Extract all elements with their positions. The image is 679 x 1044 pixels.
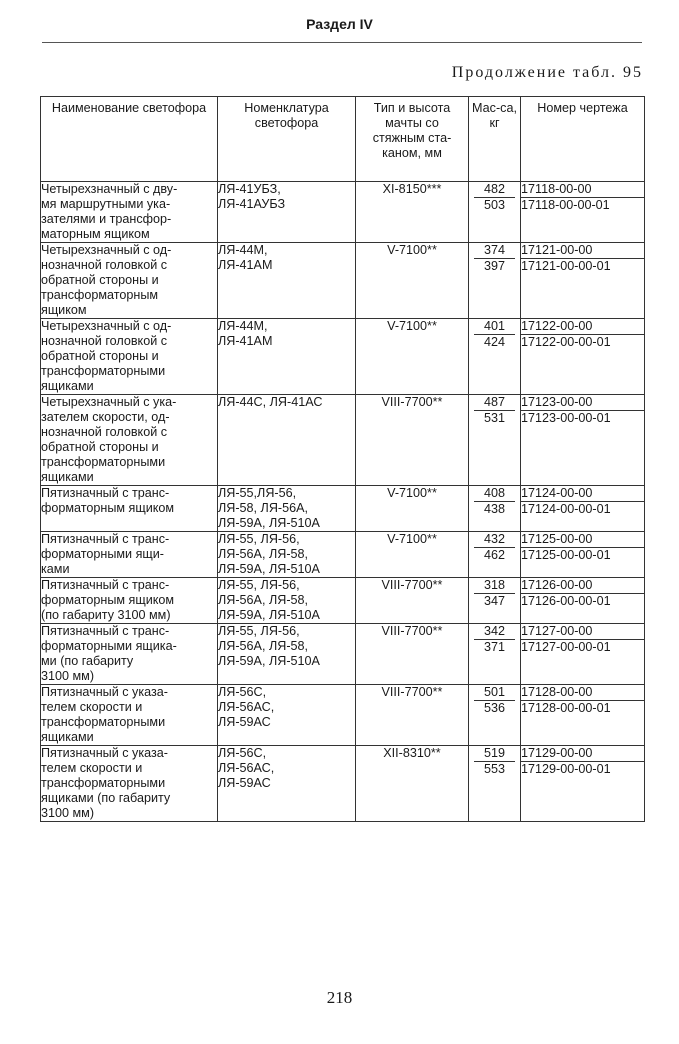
signal-name-line: нозначной головкой с <box>41 425 168 439</box>
drawing-number-bottom: 17118-00-00-01 <box>521 198 610 212</box>
drawing-cell <box>521 624 645 685</box>
signal-name-cell <box>41 685 218 746</box>
nomenclature-line: ЛЯ-58, ЛЯ-56А, <box>218 501 309 515</box>
mast-type-cell: V-7100** <box>356 243 469 319</box>
mast-type-cell: VIII-7700** <box>356 624 469 685</box>
signal-name-line: Четырехзначный с од- <box>41 243 172 257</box>
mass-denominator: 536 <box>483 701 505 715</box>
header-type: Тип и высота мачты со стяжным ста-каном, мм <box>356 97 469 182</box>
signal-name-line: ящиками <box>41 730 94 744</box>
nomenclature-line: ЛЯ-41УБЗ, <box>218 182 281 196</box>
drawing-cell <box>521 486 645 532</box>
drawing-cell <box>521 532 645 578</box>
drawing-number-bottom: 17125-00-00-01 <box>521 548 611 562</box>
mass-cell <box>469 395 521 486</box>
signal-table <box>40 96 645 822</box>
nomenclature-line: ЛЯ-59А, ЛЯ-510А <box>218 608 320 622</box>
header-nomenclature: Номенклатура светофора <box>218 97 356 182</box>
table-body <box>41 182 645 822</box>
signal-name-cell <box>41 486 218 532</box>
nomenclature-cell <box>218 685 356 746</box>
signal-name-cell <box>41 182 218 243</box>
nomenclature-line: ЛЯ-56С, <box>218 685 267 699</box>
signal-name-line: ящиками <box>41 470 94 484</box>
signal-name-line: Пятизначный с транс- <box>41 624 170 638</box>
signal-name-line: ми (по габариту <box>41 654 134 668</box>
mass-cell <box>469 532 521 578</box>
signal-name-cell <box>41 395 218 486</box>
mast-type-cell: VIII-7700** <box>356 685 469 746</box>
nomenclature-line: ЛЯ-55, ЛЯ-56, <box>218 578 300 592</box>
drawing-number-bottom: 17121-00-00-01 <box>521 259 611 273</box>
mass-numerator: 401 <box>474 319 515 335</box>
signal-name-cell <box>41 624 218 685</box>
mass-cell <box>469 578 521 624</box>
table-row <box>41 685 645 746</box>
drawing-cell <box>521 243 645 319</box>
drawing-number-top: 17128-00-00 <box>521 685 644 701</box>
signal-name-line: Четырехзначный с од- <box>41 319 172 333</box>
nomenclature-cell <box>218 395 356 486</box>
mass-denominator: 371 <box>483 640 505 654</box>
nomenclature-cell <box>218 182 356 243</box>
nomenclature-cell <box>218 624 356 685</box>
table-continuation-label: Продолжение табл. 95 <box>451 64 643 81</box>
mass-cell <box>469 243 521 319</box>
mast-type-cell: XII-8310** <box>356 746 469 822</box>
nomenclature-line: ЛЯ-59А, ЛЯ-510А <box>218 516 320 530</box>
signal-name-line: трансформаторными <box>41 455 166 469</box>
mass-numerator: 487 <box>474 395 515 411</box>
nomenclature-line: ЛЯ-59А, ЛЯ-510А <box>218 562 320 576</box>
signal-name-line: нозначной головкой с <box>41 258 168 272</box>
drawing-number-top: 17123-00-00 <box>521 395 644 411</box>
mast-type-cell: V-7100** <box>356 532 469 578</box>
header-rule <box>42 42 642 43</box>
nomenclature-line: ЛЯ-55, ЛЯ-56, <box>218 624 300 638</box>
mass-denominator: 438 <box>483 502 505 516</box>
drawing-number-top: 17121-00-00 <box>521 243 644 259</box>
drawing-cell <box>521 182 645 243</box>
nomenclature-line: ЛЯ-59АС <box>218 715 271 729</box>
mass-denominator: 347 <box>483 594 505 608</box>
drawing-number-top: 17127-00-00 <box>521 624 644 640</box>
nomenclature-cell <box>218 532 356 578</box>
drawing-number-top: 17122-00-00 <box>521 319 644 335</box>
nomenclature-line: ЛЯ-44М, <box>218 243 268 257</box>
table-row <box>41 243 645 319</box>
signal-name-cell <box>41 578 218 624</box>
mass-denominator: 424 <box>483 335 505 349</box>
signal-name-line: (по габариту 3100 мм) <box>41 608 171 622</box>
mass-numerator: 501 <box>474 685 515 701</box>
signal-name-line: Пятизначный с транс- <box>41 486 170 500</box>
mass-numerator: 318 <box>474 578 515 594</box>
signal-name-line: трансформаторными <box>41 364 166 378</box>
nomenclature-line: ЛЯ-41АМ <box>218 334 273 348</box>
mass-cell <box>469 624 521 685</box>
signal-name-line: форматорными ящи- <box>41 547 164 561</box>
drawing-number-top: 17124-00-00 <box>521 486 644 502</box>
nomenclature-line: ЛЯ-55, ЛЯ-56, <box>218 532 300 546</box>
signal-name-line: мя маршрутными ука- <box>41 197 171 211</box>
signal-name-line: телем скорости и <box>41 761 143 775</box>
mass-cell <box>469 319 521 395</box>
drawing-cell <box>521 319 645 395</box>
nomenclature-cell <box>218 746 356 822</box>
table-row <box>41 746 645 822</box>
signal-name-line: трансформаторными <box>41 776 166 790</box>
table-row <box>41 532 645 578</box>
nomenclature-cell <box>218 319 356 395</box>
signal-name-line: нозначной головкой с <box>41 334 168 348</box>
signal-name-cell <box>41 532 218 578</box>
page-number: 218 <box>326 988 353 1007</box>
drawing-number-bottom: 17122-00-00-01 <box>521 335 611 349</box>
mass-numerator: 482 <box>474 182 515 198</box>
nomenclature-cell <box>218 578 356 624</box>
table-row <box>41 182 645 243</box>
signal-name-cell <box>41 746 218 822</box>
signal-name-line: ящиками (по габариту <box>41 791 171 805</box>
signal-name-line: Пятизначный с указа- <box>41 685 168 699</box>
table-row <box>41 578 645 624</box>
signal-name-line: ками <box>41 562 70 576</box>
nomenclature-line: ЛЯ-59АС <box>218 776 271 790</box>
mass-numerator: 432 <box>474 532 515 548</box>
mass-numerator: 342 <box>474 624 515 640</box>
mass-cell <box>469 685 521 746</box>
signal-name-line: Пятизначный с транс- <box>41 578 170 592</box>
drawing-cell <box>521 746 645 822</box>
nomenclature-line: ЛЯ-56АС, <box>218 700 275 714</box>
nomenclature-line: ЛЯ-44С, ЛЯ-41АС <box>218 395 323 409</box>
signal-name-line: ящиком <box>41 303 87 317</box>
table-row <box>41 319 645 395</box>
mass-numerator: 408 <box>474 486 515 502</box>
drawing-number-top: 17126-00-00 <box>521 578 644 594</box>
signal-name-line: Четырехзначный с дву- <box>41 182 178 196</box>
signal-name-cell <box>41 319 218 395</box>
signal-name-line: 3100 мм) <box>41 669 95 683</box>
mass-numerator: 519 <box>474 746 515 762</box>
drawing-number-top: 17125-00-00 <box>521 532 644 548</box>
header-drawing: Номер чертежа <box>521 97 645 182</box>
drawing-number-bottom: 17124-00-00-01 <box>521 502 611 516</box>
mass-denominator: 553 <box>483 762 505 776</box>
nomenclature-line: ЛЯ-56А, ЛЯ-58, <box>218 593 309 607</box>
signal-name-line: зателями и трансфор- <box>41 212 172 226</box>
drawing-number-top: 17129-00-00 <box>521 746 644 762</box>
drawing-number-top: 17118-00-00 <box>521 182 644 198</box>
table-header-row <box>41 97 645 182</box>
signal-name-line: обратной стороны и <box>41 349 159 363</box>
mass-cell <box>469 182 521 243</box>
mass-denominator: 503 <box>483 198 505 212</box>
mass-cell <box>469 486 521 532</box>
signal-name-line: обратной стороны и <box>41 273 159 287</box>
mass-denominator: 531 <box>483 411 505 425</box>
mast-type-cell: V-7100** <box>356 486 469 532</box>
signal-name-line: форматорным ящиком <box>41 593 175 607</box>
drawing-number-bottom: 17126-00-00-01 <box>521 594 611 608</box>
signal-name-line: форматорным ящиком <box>41 501 175 515</box>
signal-name-line: трансформаторными <box>41 715 166 729</box>
signal-name-line: зателем скорости, од- <box>41 410 170 424</box>
drawing-number-bottom: 17128-00-00-01 <box>521 701 611 715</box>
signal-name-line: обратной стороны и <box>41 440 159 454</box>
nomenclature-line: ЛЯ-59А, ЛЯ-510А <box>218 654 320 668</box>
signal-name-line: форматорными ящика- <box>41 639 177 653</box>
nomenclature-line: ЛЯ-56А, ЛЯ-58, <box>218 639 309 653</box>
nomenclature-line: ЛЯ-56АС, <box>218 761 275 775</box>
nomenclature-line: ЛЯ-44М, <box>218 319 268 333</box>
signal-name-line: трансформаторным <box>41 288 159 302</box>
nomenclature-line: ЛЯ-56А, ЛЯ-58, <box>218 547 309 561</box>
header-name: Наименование светофора <box>41 97 218 182</box>
signal-name-line: Четырехзначный с ука- <box>41 395 177 409</box>
mass-cell <box>469 746 521 822</box>
nomenclature-line: ЛЯ-41АУБЗ <box>218 197 286 211</box>
nomenclature-cell <box>218 486 356 532</box>
table-row <box>41 486 645 532</box>
mast-type-cell: V-7100** <box>356 319 469 395</box>
nomenclature-line: ЛЯ-56С, <box>218 746 267 760</box>
signal-name-line: телем скорости и <box>41 700 143 714</box>
mast-type-cell: VIII-7700** <box>356 578 469 624</box>
signal-name-line: ящиками <box>41 379 94 393</box>
header-mass: Мас-са, кг <box>469 97 521 182</box>
signal-name-line: Пятизначный с транс- <box>41 532 170 546</box>
table-row <box>41 624 645 685</box>
mass-denominator: 397 <box>483 259 505 273</box>
mass-denominator: 462 <box>483 548 505 562</box>
drawing-cell <box>521 578 645 624</box>
signal-name-line: Пятизначный с указа- <box>41 746 168 760</box>
mast-type-cell: VIII-7700** <box>356 395 469 486</box>
table-row <box>41 395 645 486</box>
signal-name-cell <box>41 243 218 319</box>
nomenclature-line: ЛЯ-41АМ <box>218 258 273 272</box>
section-title: Раздел IV <box>306 16 373 32</box>
drawing-number-bottom: 17127-00-00-01 <box>521 640 611 654</box>
signal-name-line: 3100 мм) <box>41 806 95 820</box>
mast-type-cell: XI-8150*** <box>356 182 469 243</box>
drawing-cell <box>521 685 645 746</box>
drawing-cell <box>521 395 645 486</box>
drawing-number-bottom: 17129-00-00-01 <box>521 762 611 776</box>
nomenclature-line: ЛЯ-55,ЛЯ-56, <box>218 486 297 500</box>
signal-name-line: маторным ящиком <box>41 227 150 241</box>
nomenclature-cell <box>218 243 356 319</box>
drawing-number-bottom: 17123-00-00-01 <box>521 411 611 425</box>
mass-numerator: 374 <box>474 243 515 259</box>
